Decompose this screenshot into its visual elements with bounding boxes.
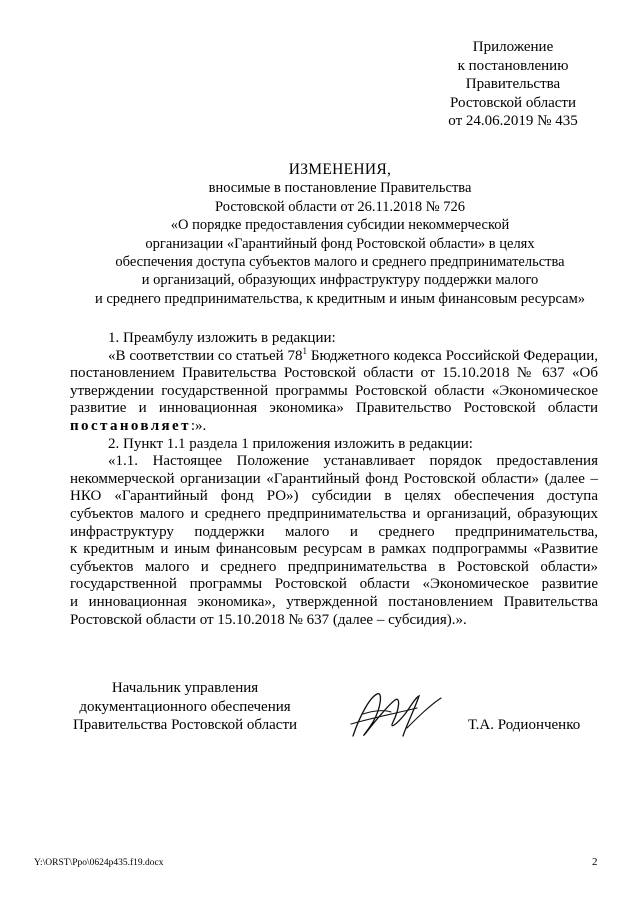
item-2-line: инфраструктуру поддержки малого и среднего предпринимательства, [70, 523, 598, 540]
page-number: 2 [592, 856, 598, 868]
item-2-line: к кредитным и иным финансовым ресурсам в рамках подпрограммы «Развитие [70, 541, 598, 558]
heading-line: и среднего предпринимательства, к кредитным и иным финансовым ресурсам» [94, 290, 586, 307]
heading-line: «О порядке предоставления субсидии некоммерческой [170, 217, 510, 234]
signatory-position [70, 679, 300, 735]
item-2-line: государственной программы Ростовской области «Экономическое развитие [70, 576, 598, 593]
item-1-bold-word: постановляет [70, 417, 191, 434]
item-2-line: некоммерческой организации «Гарантийный фонд Ростовской области» (далее – [70, 470, 598, 487]
handwritten-signature [345, 684, 445, 746]
item-2-line: НКО «Гарантийный фонд РО») субсидии в целях обеспечения доступа [70, 488, 598, 505]
item-2-line: субъектов малого и среднего предпринимательства в Ростовской области» [70, 558, 598, 575]
footer-file-path: Y:\ORST\Ppo\0624p435.f19.docx [34, 858, 164, 868]
item-1-text-b: Бюджетного кодекса Российской Федерации, постановлением Правительства Ростовской области от 15.10.2018 № 637 «Об утверждении государственной программы Ростовской области «Экономическое развитие и инновационная экономика» Правительство Ростовской области [70, 347, 599, 417]
item-2-line: и инновационная экономика», утвержденной постановлением Правительства [70, 593, 598, 610]
position-line: документационного обеспечения [79, 698, 291, 715]
item-1-text-end: :». [190, 417, 207, 434]
item-1-text [70, 345, 599, 436]
signatory-name: Т.А. Родионченко [468, 717, 581, 733]
document-heading [40, 161, 640, 308]
annex-line: Приложение [472, 39, 554, 55]
item-2-last-line: Ростовской области от 15.10.2018 № 637 (далее – субсидия).». [70, 611, 467, 628]
item-2-line: «1.1. Настоящее Положение устанавливает порядок предоставления [108, 453, 598, 470]
heading-line: Ростовской области от 26.11.2018 № 726 [215, 198, 465, 215]
heading-line: обеспечения доступа субъектов малого и среднего предпринимательства [115, 254, 565, 271]
heading-line: и организаций, образующих инфраструктуру поддержки малого [141, 272, 539, 289]
position-line: Правительства Ростовской области [72, 717, 298, 733]
annex-line: Правительства [465, 76, 561, 92]
document-body [70, 330, 598, 629]
annex-line: Ростовской области [450, 94, 576, 111]
annex-line: к постановлению [457, 57, 569, 74]
heading-line: организации «Гарантийный фонд Ростовской области» в целях [145, 235, 535, 252]
item-1-intro: 1. Преамбулу изложить в редакции: [108, 330, 336, 346]
position-line: Начальник управления [111, 680, 259, 696]
heading-title: ИЗМЕНЕНИЯ, [288, 161, 392, 178]
item-1-superscript: 1 [302, 345, 307, 356]
item-1-text-a: «В соответствии со статьей 78 [108, 347, 303, 364]
annex-line: от 24.06.2019 № 435 [448, 113, 578, 129]
item-2-line: субъектов малого и среднего предпринимательства и организаций, образующих [70, 505, 598, 522]
item-2-intro: 2. Пункт 1.1 раздела 1 приложения изложить в редакции: [108, 435, 473, 452]
heading-line: вносимые в постановление Правительства [208, 180, 472, 197]
annex-header [418, 38, 608, 131]
